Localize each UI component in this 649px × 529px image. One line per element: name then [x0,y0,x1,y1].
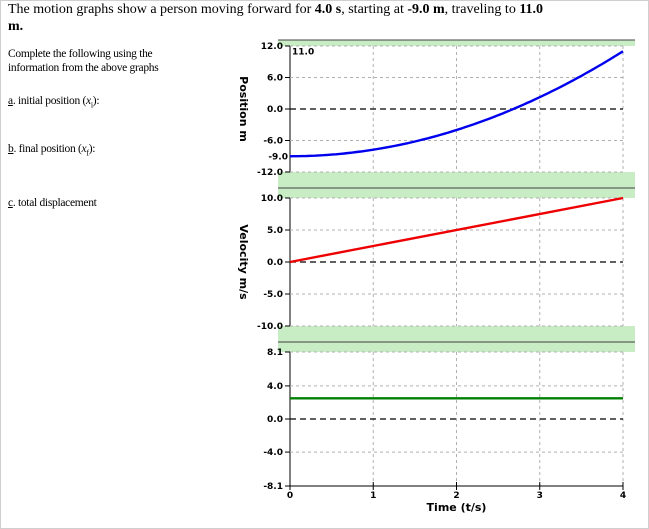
velocity-chart [278,188,635,342]
question-var: x [81,143,87,155]
position-tick-label: 6.0 [267,73,283,84]
position-band-bottom [278,172,635,188]
question-letter: b [8,143,14,155]
question-letter: a [8,95,13,107]
x-tick-label: 2 [453,491,460,501]
acceleration-tick-label: 0.0 [267,415,283,425]
problem-mid2: , traveling to [444,2,516,17]
velocity-band-top [278,188,635,198]
velocity-tick-label: -10.0 [257,322,283,332]
position-chart [278,40,635,188]
acceleration-tick-label: -4.0 [263,448,283,459]
x-tick-label: 3 [536,491,543,501]
motion-graphs-svg [230,36,645,516]
problem-mid1: , starting at [341,2,404,17]
problem-end-pos: 11.0 [519,2,544,17]
problem-end-unit: m. [8,19,24,34]
velocity-tick-label: 5.0 [267,226,283,236]
problem-time: 4.0 s [314,2,342,17]
motion-graphs [230,36,645,516]
position-tick-label: 12.0 [260,42,283,52]
question-close: ): [88,143,96,155]
acceleration-chart [278,342,635,486]
question-letter: c [8,197,13,209]
position-tick-label: -12.0 [257,168,283,178]
x-axis-label: Time (t/s) [426,501,487,514]
question-text: . initial position ( [12,95,87,107]
x-tick-label: 0 [286,491,294,501]
x-tick-label: 4 [619,491,627,501]
question-close: ): [92,95,100,107]
position-tick-label: -6.0 [263,136,283,147]
question-sub: i [90,100,93,110]
position-tick-label: 0.0 [267,105,283,115]
problem-intro: The motion graphs show a person moving forward for [8,2,312,17]
problem-statement [8,1,638,35]
question-text: . total displacement [12,197,97,209]
instructions: Complete the following using the information from the above graphs [8,48,159,74]
problem-start-pos: -9.0 m [407,2,445,17]
question-b [8,143,95,157]
acceleration-tick-label: 4.0 [267,381,283,392]
position-ylabel: Position m [237,76,250,142]
question-a [8,95,99,109]
velocity-tick-label: -5.0 [263,290,283,300]
x-tick-label: 1 [370,491,377,501]
acceleration-tick-label: 8.1 [267,348,283,358]
question-c [8,197,97,209]
velocity-band-bottom [278,326,635,342]
velocity-tick-label: 10.0 [260,194,283,204]
acceleration-band-top [278,342,635,352]
position-end-annotation: 11.0 [292,47,315,58]
velocity-tick-label: 0.0 [267,258,283,268]
position-start-annotation: -9.0 [268,152,288,163]
question-text: . final position ( [13,143,82,155]
question-var: x [86,95,91,107]
acceleration-tick-label: -8.1 [263,482,283,492]
position-band-top [278,40,635,46]
question-sub: f [86,148,89,158]
velocity-ylabel: Velocity m/s [237,224,250,300]
